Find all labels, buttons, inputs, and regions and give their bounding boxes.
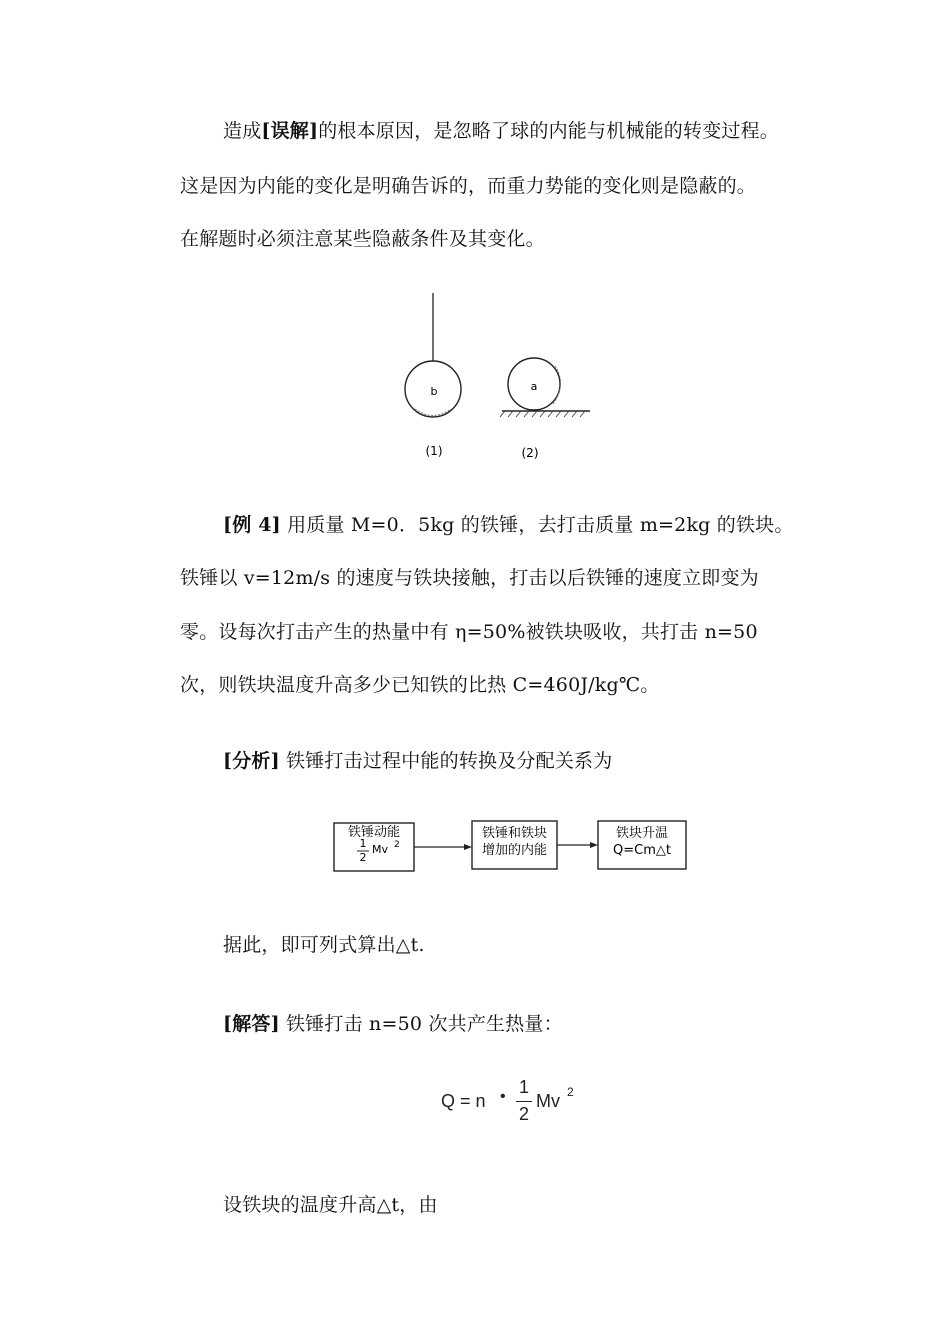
formula-dot: • — [500, 1088, 506, 1105]
answer-line: [解答] 铁锤打击 n=50 次共产生热量： — [223, 1013, 563, 1035]
para1-line1: 造成[误解]的根本原因，是忽略了球的内能与机械能的转变过程。 — [223, 120, 779, 142]
example4-line2: 铁锤以 v=12m/s 的速度与铁块接触，打击以后铁锤的速度立即变为 — [180, 567, 759, 589]
flow-box2-line1: 铁锤和铁块 — [481, 826, 547, 841]
ground-hatch — [500, 411, 585, 417]
formula-denominator: 2 — [519, 1104, 530, 1124]
formula-exp: 2 — [567, 1085, 574, 1099]
para1-line2: 这是因为内能的变化是明确告诉的，而重力势能的变化则是隐蔽的。 — [180, 175, 757, 197]
last-line: 设铁块的温度升高△t，由 — [223, 1194, 438, 1216]
formula-fraction-bar — [516, 1101, 532, 1102]
formula-lhs: Q = n — [441, 1091, 486, 1111]
analysis-label: [分析] — [223, 750, 280, 772]
flow-box1-den: 2 — [359, 851, 367, 864]
ball-figure — [395, 288, 605, 468]
flow-box1-num: 1 — [359, 837, 367, 850]
answer-label: [解答] — [223, 1013, 280, 1035]
example4-line1: [例 4] 用质量 M=0．5kg 的铁锤，去打击质量 m=2kg 的铁块。 — [223, 514, 794, 536]
formula-numerator: 1 — [519, 1077, 530, 1097]
flow-box1-title: 铁锤动能 — [347, 825, 400, 840]
flow-box3-line2: Q=Cm△t — [613, 843, 671, 858]
conclusion-line: 据此，即可列式算出△t. — [223, 934, 425, 956]
flow-box2-line2: 增加的内能 — [481, 843, 547, 858]
example4-label: [例 4] — [223, 514, 281, 536]
ball-a-label: a — [530, 380, 538, 393]
mistake-label: [误解] — [261, 120, 319, 142]
ball-b-label: b — [430, 385, 438, 398]
analysis-line: [分析] 铁锤打击过程中能的转换及分配关系为 — [223, 750, 613, 772]
example4-line3: 零。设每次打击产生的热量中有 η=50%被铁块吸收，共打击 n=50 — [180, 621, 758, 643]
figure-caption-2: (2) — [521, 446, 539, 460]
para1-line3: 在解题时必须注意某些隐蔽条件及其变化。 — [180, 228, 545, 250]
flow-box3-line1: 铁块升温 — [615, 826, 668, 841]
flow-box1-var: Mv — [372, 843, 389, 856]
example4-line4: 次，则铁块温度升高多少已知铁的比热 C=460J/kg℃。 — [180, 674, 660, 696]
figure-caption-1: (1) — [425, 444, 443, 458]
formula-var: Mv — [536, 1091, 560, 1111]
flow-box1-exp: 2 — [394, 840, 400, 850]
